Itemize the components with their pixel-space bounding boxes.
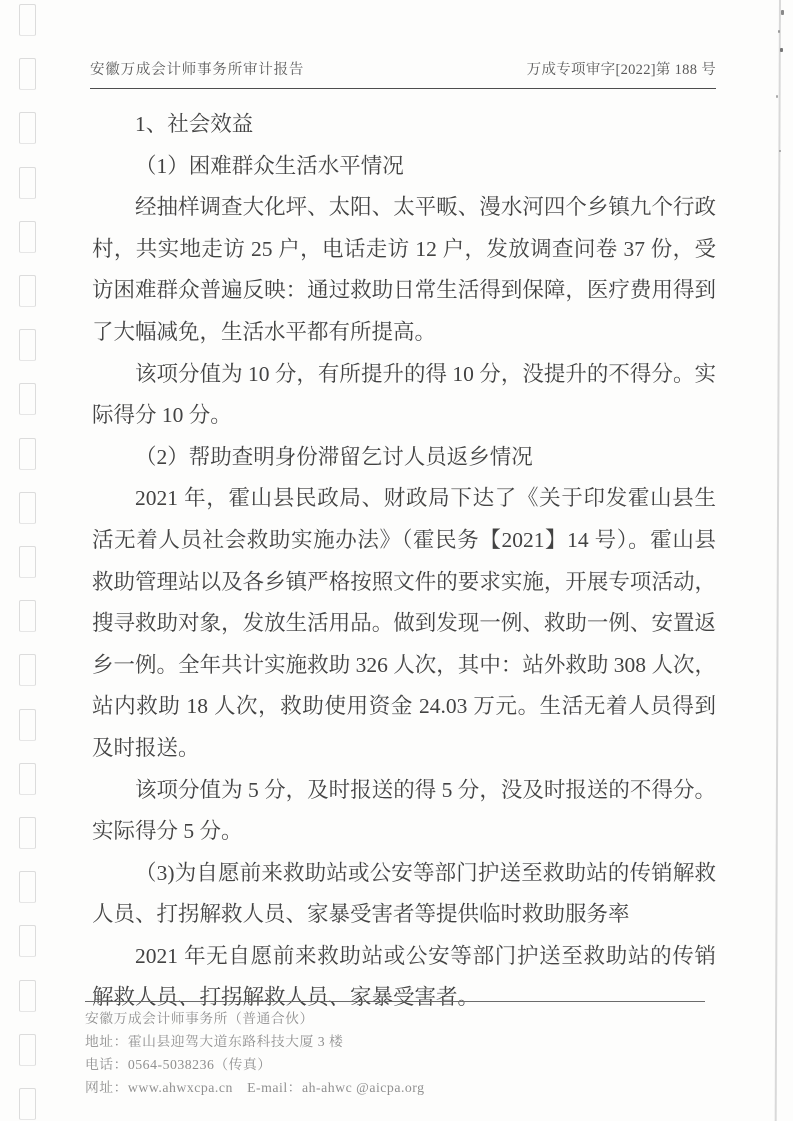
paragraph: 该项分值为 10 分，有所提升的得 10 分，没提升的不得分。实际得分 10 分。 bbox=[92, 361, 716, 428]
binding-hole-mark bbox=[19, 654, 36, 686]
section-heading: 1、社会效益 bbox=[135, 112, 254, 136]
binding-hole-mark bbox=[19, 763, 36, 795]
paragraph: 经抽样调查大化坪、太阳、太平畈、漫水河四个乡镇九个行政村，共实地走访 25 户，电话走访 12 户，发放调查问卷 37 份，受访困难群众普遍反映：通过救助日常生活得到保障，医疗费用得到了大幅减免，生活水平都有所提高。 bbox=[92, 195, 716, 344]
binding-hole-mark bbox=[19, 438, 36, 470]
paragraph: 2021 年，霍山县民政局、财政局下达了《关于印发霍山县生活无着人员社会救助实施办法》（霍民务【2021】14 号）。霍山县救助管理站以及各乡镇严格按照文件的要求实施，开展专项活动，搜寻救助对象，发放生活用品。做到发现一例、救助一例、安置返乡一例。全年共计实施救助 326 人次，其中：站外救助 308 人次，站内救助 18 人次，救助使用资金 24.03 万元。生活无着人员得到及时报送。 bbox=[92, 486, 716, 760]
binding-hole-mark bbox=[19, 1088, 36, 1120]
binding-hole-mark bbox=[19, 709, 36, 741]
page-footer bbox=[85, 1001, 705, 1099]
binding-hole-mark bbox=[19, 1034, 36, 1066]
binding-hole-mark bbox=[19, 925, 36, 957]
footer-phone: 电话：0564-5038236（传真） bbox=[85, 1057, 272, 1072]
binding-hole-mark bbox=[19, 383, 36, 415]
binding-hole-mark bbox=[19, 221, 36, 253]
scan-speck bbox=[780, 48, 783, 52]
paragraph: 2021 年无自愿前来救助站或公安等部门护送至救助站的传销解救人员、打拐解救人员、家暴受害者。 bbox=[92, 943, 716, 1010]
binding-hole-mark bbox=[19, 492, 36, 524]
subsection-heading: （1）困难群众生活水平情况 bbox=[135, 153, 404, 178]
binding-hole-mark bbox=[19, 275, 36, 307]
footer-website-email: 网址：www.ahwxcpa.cn E-mail：ah-ahwc @aicpa.org bbox=[85, 1080, 425, 1095]
page-header bbox=[90, 58, 716, 89]
binding-hole-mark bbox=[19, 329, 36, 361]
footer-firm-name: 安徽万成会计师事务所（普通合伙） bbox=[85, 1011, 314, 1026]
scan-speck bbox=[779, 150, 781, 152]
binding-holes-column bbox=[0, 0, 60, 1121]
scan-edge-line bbox=[775, 0, 781, 1121]
binding-hole-mark bbox=[19, 4, 36, 36]
binding-hole-mark bbox=[19, 167, 36, 199]
binding-hole-mark bbox=[19, 600, 36, 632]
binding-hole-mark bbox=[19, 546, 36, 578]
binding-hole-mark bbox=[19, 817, 36, 849]
binding-hole-mark bbox=[19, 980, 36, 1012]
paragraph: 该项分值为 5 分，及时报送的得 5 分，没及时报送的不得分。实际得分 5 分。 bbox=[92, 777, 716, 844]
binding-hole-mark bbox=[19, 112, 36, 144]
binding-hole-mark bbox=[19, 58, 36, 90]
header-document-number: 万成专项审字[2022]第 188 号 bbox=[526, 62, 716, 78]
report-body bbox=[92, 104, 716, 1019]
binding-hole-mark bbox=[19, 871, 36, 903]
subsection-heading: （2）帮助查明身份滞留乞讨人员返乡情况 bbox=[135, 444, 533, 469]
footer-address: 地址：霍山县迎驾大道东路科技大厦 3 楼 bbox=[85, 1034, 344, 1049]
scan-speck bbox=[776, 95, 778, 98]
header-report-title: 安徽万成会计师事务所审计报告 bbox=[90, 62, 305, 78]
subsection-heading: （3)为自愿前来救助站或公安等部门护送至救助站的传销解救人员、打拐解救人员、家暴受害者等提供临时救助服务率 bbox=[92, 860, 716, 927]
scan-speck bbox=[778, 30, 780, 33]
scan-speck bbox=[781, 10, 784, 15]
